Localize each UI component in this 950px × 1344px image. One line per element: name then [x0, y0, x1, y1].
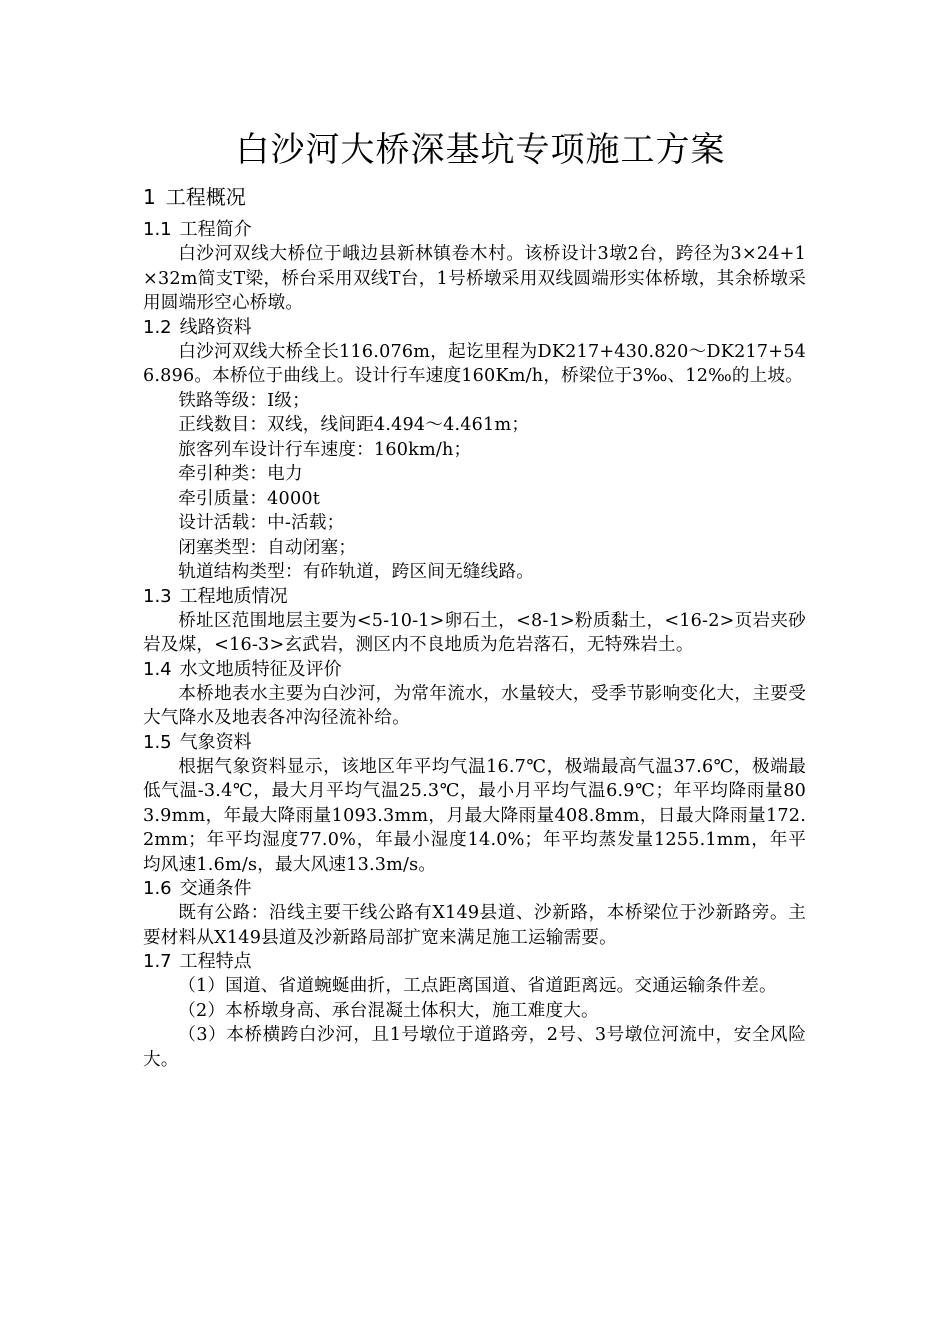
section-features [143, 950, 806, 1072]
section-line-data [143, 316, 806, 585]
document-page [143, 126, 806, 1072]
list-item: 设计活载：中-活载； [178, 513, 345, 533]
section-geology [143, 585, 806, 658]
list-item: 轨道结构类型：有砟轨道，跨区间无缝线路。 [178, 562, 535, 582]
section-traffic [143, 877, 806, 950]
paragraph: 既有公路：沿线主要干线公路有X149县道、沙新路，本桥梁位于沙新路旁。主要材料从X149县道及沙新路局部扩宽来满足施工运输需要。 [143, 903, 806, 948]
section-heading [143, 585, 806, 609]
section-heading [143, 218, 806, 242]
section-number: 1.7 [143, 951, 172, 972]
section-title: 工程地质情况 [179, 585, 288, 607]
section-heading [143, 731, 806, 755]
section-title: 气象资料 [179, 731, 252, 753]
section-number: 1.3 [143, 585, 172, 607]
paragraph: （2）本桥墩身高、承台混凝土体积大，施工难度大。 [178, 1000, 599, 1021]
section-number: 1.2 [143, 316, 172, 338]
section-title: 工程简介 [179, 219, 252, 240]
section-title: 线路资料 [179, 316, 252, 338]
chapter-heading [143, 182, 806, 212]
chapter-title: 工程概况 [165, 185, 246, 209]
section-heading [143, 316, 806, 340]
section-meteorology [143, 731, 806, 878]
section-heading [143, 950, 806, 974]
list-item: 旅客列车设计行车速度：160km/h； [178, 439, 472, 460]
paragraph: 白沙河双线大桥全长116.076m，起讫里程为DK217+430.820～DK217+546.896。本桥位于曲线上。设计行车速度160Km/h，桥梁位于3‰、12‰的上坡。 [143, 341, 806, 386]
section-hydrogeology [143, 658, 806, 731]
paragraph: （1）国道、省道蜿蜒曲折，工点距离国道、省道距离远。交通运输条件差。 [178, 976, 777, 996]
section-heading [143, 877, 806, 901]
paragraph: 白沙河双线大桥位于峨边县新林镇卷木村。该桥设计3墩2台，跨径为3×24+1×32m简支T梁，桥台采用双线T台，1号桥墩采用双线圆端形实体桥墩，其余桥墩采用圆端形空心桥墩。 [143, 244, 806, 313]
list-item: 牵引种类：电力 [178, 464, 303, 484]
list-item: 牵引质量：4000t [178, 488, 321, 509]
paragraph: 本桥地表水主要为白沙河，为常年流水，水量较大，受季节影响变化大，主要受大气降水及地表各冲沟径流补给。 [143, 683, 806, 728]
list-item: 正线数目：双线，线间距4.494～4.461m； [178, 415, 530, 435]
list-item: 闭塞类型：自动闭塞； [178, 537, 357, 558]
section-number: 1.6 [143, 878, 172, 899]
paragraph: 桥址区范围地层主要为<5-10-1>卵石土，<8-1>粉质黏土，<16-2>页岩夹砂岩及煤，<16-3>玄武岩，测区内不良地质为危岩落石，无特殊岩土。 [143, 610, 806, 655]
list-item: 铁路等级：Ⅰ级； [178, 390, 310, 411]
section-number: 1.5 [143, 731, 172, 753]
document-title: 白沙河大桥深基坑专项施工方案 [235, 130, 726, 170]
section-title: 水文地质特征及评价 [179, 658, 342, 680]
section-number: 1.1 [143, 219, 172, 240]
chapter-number: 1 [143, 185, 156, 209]
section-heading [143, 658, 806, 682]
section-number: 1.4 [143, 658, 172, 680]
section-project-intro [143, 218, 806, 316]
paragraph: （3）本桥横跨白沙河，且1号墩位于道路旁，2号、3号墩位河流中，安全风险大。 [143, 1025, 806, 1070]
section-title: 工程特点 [179, 951, 252, 972]
section-title: 交通条件 [179, 878, 252, 899]
paragraph: 根据气象资料显示，该地区年平均气温16.7℃，极端最高气温37.6℃，极端最低气温-3.4℃，最大月平均气温25.3℃，最小月平均气温6.9℃；年平均降雨量803.9mm，年最大降雨量1093.3mm，月最大降雨量408.8mm，日最大降雨量172.2mm；年平均湿度77.0%，年最小湿度14.0%；年平均蒸发量1255.1mm，年平均风速1.6m/s，最大风速13.3m/s。 [143, 756, 806, 875]
